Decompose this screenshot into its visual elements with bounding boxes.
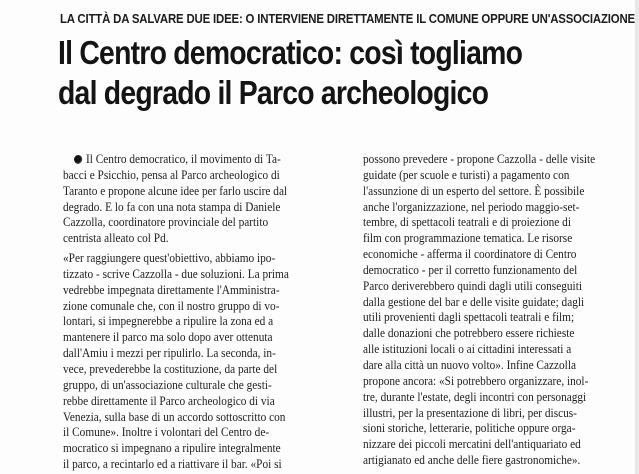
text-line: centrista alleato col Pd. <box>63 231 169 246</box>
text-line: «Per raggiungere quest'obiettivo, abbiamo ipo- <box>63 251 276 266</box>
article-kicker: LA CITTÀ DA SALVARE DUE IDEE: O INTERVIENE DIRETTAMENTE IL COMUNE OPPURE UN'ASSOCIAZIONE <box>60 11 635 26</box>
text-line: guidate (per scuole e turisti) a pagamento con <box>363 167 570 182</box>
text-line: dare alla città un nuovo volto». Infine Cazzolla <box>363 357 576 372</box>
text-line: Parco deriverebbero quindi dagli utili conseguiti <box>363 278 582 293</box>
text-line: tembre, di spettacoli teatrali e di proiezione di <box>363 215 571 230</box>
text-line: vedrebbe impegnata direttamente l'Amministra- <box>63 282 280 297</box>
headline-line-1: Il Centro democratico: così togliamo <box>58 34 523 71</box>
article-headline <box>58 33 636 113</box>
text-line: lontari, si impegnerebbe a ripulire la zona ed a <box>63 314 274 329</box>
text-line: utili provenienti dagli spettacoli teatrali e film; <box>363 310 575 325</box>
text-line: degrado. E lo fa con una nota stampa di Daniele <box>63 199 281 214</box>
text-line: dalla gestione del bar e delle visite guidate; dagli <box>363 294 585 309</box>
text-line: il Comune». Inoltre i volontari del Centro de- <box>63 425 270 440</box>
text-line: Venezia, sulla base di un accordo sottoscritto con <box>63 409 286 424</box>
text-line: propone ancora: «Si potrebbero organizzare, inol- <box>363 373 589 388</box>
text-line: possono prevedere - propone Cazzolla - delle visite <box>363 152 596 166</box>
page-edge <box>635 0 639 474</box>
text-line: vece, prevederebbe la costituzione, da parte del <box>63 361 278 376</box>
text-line: l'assunzione di un esperto del settore. È possibile <box>363 183 585 198</box>
headline-line-2: dal degrado il Parco archeologico <box>58 74 489 111</box>
text-line: tre, durante l'estate, degli incontri con personaggi <box>363 389 587 404</box>
text-line: il parco, a recintarlo ed a riattivare il bar. «Poi si <box>63 457 282 472</box>
text-line: illustri, per la presentazione di libri, per discus- <box>363 405 577 420</box>
text-line: nizzare dei piccoli mercatini dell'antiquariato ed <box>363 437 581 452</box>
text-line: zione comunale che, con il nostro gruppo di vo- <box>63 298 280 313</box>
text-line: anche l'organizzazione, nel periodo maggio-set- <box>363 199 580 214</box>
text-line: Cazzolla, coordinatore provinciale del partito <box>63 215 269 230</box>
text-line: rebbe direttamente il Parco archeologico di via <box>63 393 275 408</box>
text-line: dalle donazioni che potrebbero essere richieste <box>363 326 575 341</box>
right-column <box>363 152 637 469</box>
text-line: democratico - per il corretto funzionamento del <box>363 262 578 277</box>
text-line: economiche - afferma il coordinatore di Centro <box>363 247 577 262</box>
text-line: tizzato - scrive Cazzolla - due soluzioni. La prima <box>63 266 289 281</box>
text-line: mocratico si impegnano a ripulire integralmente <box>63 441 281 456</box>
text-line: dall'Amiu i mezzi per ripulirlo. La seconda, in- <box>63 346 276 361</box>
text-line: artigianato ed anche delle fiere gastronomiche». <box>363 453 581 468</box>
text-line: Il Centro democratico, il movimento di Ta- <box>63 152 313 168</box>
left-column <box>63 152 335 473</box>
text-line: bacci e Psicchio, pensa al Parco archeologico di <box>63 167 280 182</box>
bullet-icon <box>74 155 82 164</box>
text-line: sioni storiche, letterarie, politiche oppure orga- <box>363 421 576 436</box>
text-line: Taranto e propone alcune idee per farlo uscire dal <box>63 183 288 198</box>
text-line: gruppo, di un'associazione culturale che gesti- <box>63 377 272 392</box>
paragraph-intro <box>63 152 335 247</box>
paragraph-quote <box>63 251 335 473</box>
text-line: alle istituzioni locali o ai cittadini interessati a <box>363 342 572 357</box>
text-line: film con programmazione tematica. Le risorse <box>363 231 573 246</box>
text-line: mantenere il parco ma solo dopo aver ottenuta <box>63 330 273 345</box>
paragraph-continuation <box>363 152 637 469</box>
